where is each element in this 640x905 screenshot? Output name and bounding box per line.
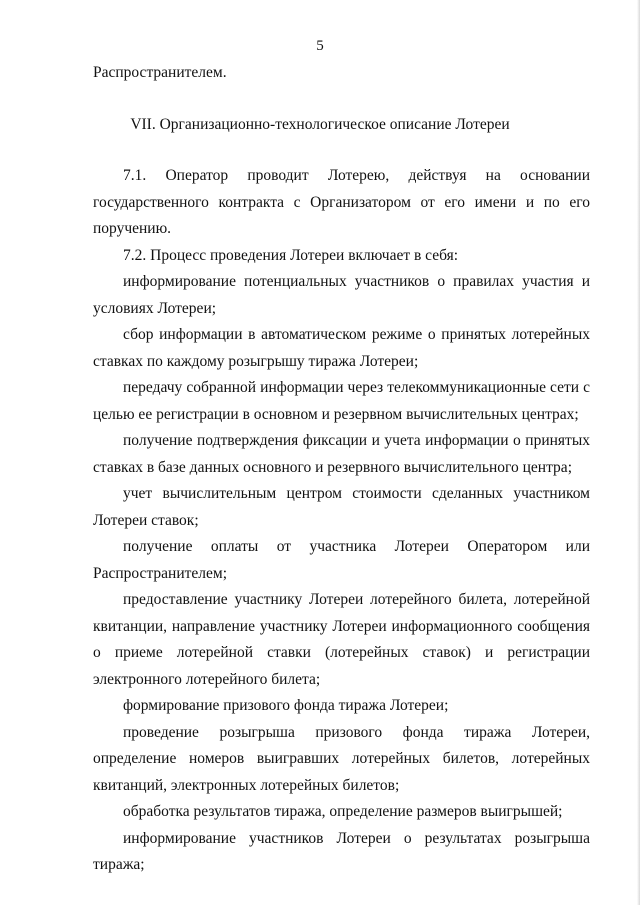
paragraph-7-1: 7.1. Оператор проводит Лотерею, действуя на основании государственного контракта с Организатором от его имени и по его поручению. — [93, 167, 590, 237]
list-item: предоставление участнику Лотереи лотерейного билета, лотерейной квитанции, направление участнику Лотереи информационного сообщения о приеме лотерейной ставки (лотерейных ставок) и регистрации электронного лотерейного билета; — [93, 591, 590, 688]
paragraph-continuation: Распространителем. — [93, 64, 227, 81]
list-item: сбор информации в автоматическом режиме о принятых лотерейных ставках по каждому розыгрышу тиража Лотереи; — [93, 326, 590, 370]
list-item: передачу собранной информации через телекоммуникационные сети с целью ее регистрации в основном и резервном вычислительных центрах; — [93, 379, 590, 423]
list-item: получение оплаты от участника Лотереи Оператором или Распространителем; — [93, 538, 590, 582]
list-item: обработка результатов тиража, определение размеров выигрышей; — [123, 803, 563, 820]
list-item: учет вычислительным центром стоимости сделанных участником Лотереи ставок; — [93, 485, 590, 529]
continuation-line — [93, 60, 590, 87]
list-item: формирование призового фонда тиража Лотереи; — [123, 697, 449, 714]
list-item: информирование участников Лотереи о результатах розыгрыша тиража; — [93, 829, 590, 873]
list-item: получение подтверждения фиксации и учета информации о принятых ставках в базе данных основного и резервного вычислительного центра; — [93, 432, 590, 476]
section-heading: VII. Организационно-технологическое описание Лотереи — [130, 116, 510, 133]
page-number: 5 — [316, 38, 324, 54]
list-item: проведение розыгрыша призового фонда тиража Лотереи, определение номеров выигравших лотерейных билетов, лотерейных квитанций, электронных лотерейных билетов; — [93, 723, 590, 794]
paragraph-7-2: 7.2. Процесс проведения Лотереи включает в себя: — [123, 246, 459, 264]
list-item: информирование потенциальных участников о правилах участия и условиях Лотереи; — [93, 273, 590, 317]
body-text — [93, 163, 590, 879]
